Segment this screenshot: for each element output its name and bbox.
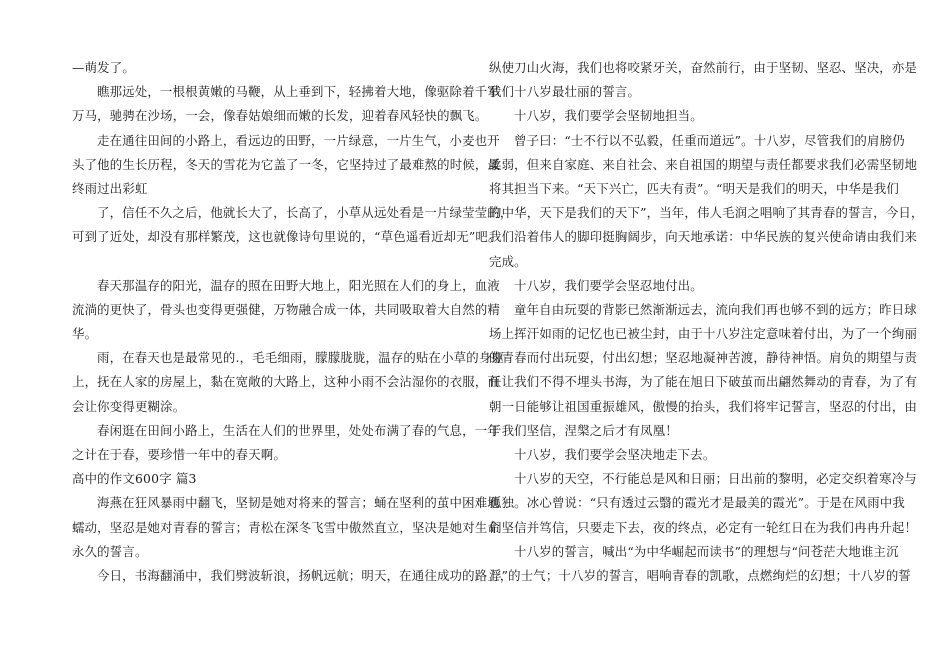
left-text-line: 今日，书海翻涌中，我们劈波斩浪，扬帆远航；明天，在通往成功的路上，: [97, 567, 513, 583]
left-text-line: [72, 250, 465, 274]
right-text-line: 十八岁的天空，不行能总是风和日丽；日出前的黎明，必定交织着寒冷与: [514, 471, 917, 487]
right-text-line: 十八岁的誓言，喊出“为中华崛起而读书”的理想与“问苍茫大地谁主沉: [514, 543, 899, 559]
right-text-line: 完成。: [489, 253, 527, 269]
right-text-line: 我们十八岁最壮丽的誓言。: [489, 84, 641, 100]
right-text-line: 十八岁，我们要学会坚决地走下去。: [514, 447, 716, 462]
left-text-line: 会让你变得更糊涂。: [72, 398, 186, 414]
right-text-line: 的青春而付出玩耍，付出幻想；坚忍地凝神苦渡，静待神悟。肩负的期望与责: [489, 350, 918, 366]
left-text-line: 高中的作文600字 篇3: [72, 471, 197, 487]
left-text-line: —萌发了。: [72, 60, 135, 75]
right-text-line: 十八岁，我们要学会坚忍地付出。: [514, 277, 703, 293]
right-text-line: 于我们坚信，涅槃之后才有凤凰！: [489, 422, 678, 438]
left-text-line: 上，抚在人家的房屋上，黏在宽敞的大路上，这种小雨不会沾湿你的衣服，而: [72, 374, 501, 390]
right-text-line: 场上挥汗如雨的记忆也已被尘封，由于十八岁注定意味着付出，为了一个绚丽: [489, 326, 918, 342]
right-text-line: 纵使刀山火海，我们也将咬紧牙关，奋然前行，由于坚韧、坚忍、坚决，亦是: [489, 60, 918, 75]
right-text-line: 我们沿着伟人的脚印挺胸阔步，向天地承诺：中华民族的复兴使命请由我们来: [489, 229, 918, 245]
right-text-line: 孤独。冰心曾说：“只有透过云翳的霞光才是最美的霞光”。于是在风雨中我: [489, 495, 905, 511]
left-text-line: 瞧那远处，一根根黄嫩的马鞭，从上垂到下，轻拂着大地，像驱除着千军: [97, 84, 500, 100]
right-text-line: 的中华，天下是我们的天下”，当年，伟人毛润之唱响了其青春的誓言，今日，: [489, 205, 924, 221]
right-text-line: 曾子曰：“士不行以不弘毅，任重而道远”。十八岁，尽管我们的肩膀仍: [514, 132, 905, 148]
left-text-line: 流淌的更快了，骨头也变得更强健，万物融合成一体，共同吸取着大自然的精: [72, 301, 501, 317]
right-column: [489, 56, 924, 588]
right-text-line: 将其担当下来。“天下兴亡，匹夫有责”。“明天是我们的明天，中华是我们: [489, 180, 899, 196]
right-text-line: 浮”的士气；十八岁的誓言，唱响青春的凯歌，点燃绚烂的幻想；十八岁的誓: [489, 567, 912, 583]
left-text-line: 春天那温存的阳光，温存的照在田野大地上，阳光照在人们的身上，血液: [97, 277, 500, 293]
left-text-line: 头了他的生长历程，冬天的雪花为它盖了一冬，它坚持过了最难熬的时候，最: [72, 156, 501, 172]
left-text-line: 海燕在狂风暴雨中翻飞，坚韧是她对将来的誓言；蛹在坚利的茧中困难地: [97, 495, 500, 511]
left-text-line: 可到了近处，却没有那样繁茂，这也就像诗句里说的，“草色遥看近却无”吧。: [72, 229, 501, 245]
right-text-line: 童年自由玩耍的背影已然渐渐远去，流向我们再也够不到的远方；昨日球: [514, 301, 917, 317]
right-text-line: 柔弱，但来自家庭、来自社会、来自祖国的期望与责任都要求我们必需坚韧地: [489, 156, 918, 172]
left-text-line: 了，信任不久之后，他就长大了，长高了，小草从远处看是一片绿莹莹的，: [97, 205, 513, 221]
left-text-line: 永久的誓言。: [72, 543, 148, 559]
right-text-line: 朝一日能够让祖国重振雄风，傲慢的抬头，我们将牢记誓言，坚忍的付出，由: [489, 398, 918, 414]
left-text-line: 雨，在春天也是最常见的.，毛毛细雨，朦朦胧胧，温存的贴在小草的身躯: [97, 350, 505, 366]
left-text-line: 之计在于春，要珍惜一年中的春天啊。: [72, 447, 287, 462]
right-text-line: 们坚信并笃信，只要走下去，夜的终点，必定有一轮红日在为我们冉冉升起！: [489, 519, 918, 535]
left-text-line: 华。: [72, 326, 98, 342]
left-text-line: 终雨过出彩虹: [72, 180, 148, 196]
right-text-line: 十八岁，我们要学会坚韧地担当。: [514, 108, 703, 124]
left-text-line: 走在通往田间的小路上，看远边的田野，一片绿意，一片生气，小麦也开: [97, 132, 500, 148]
left-text-line: 蠕动，坚忍是她对青春的誓言；青松在深冬飞雪中傲然直立，坚决是她对生命: [72, 519, 501, 535]
left-text-line: 万马，驰骋在沙场，一会，像春姑娘细而嫩的长发，迎着春风轻快的飘飞。: [72, 108, 488, 124]
right-text-line: 任让我们不得不埋头书海，为了能在旭日下破茧而出翩然舞动的青春，为了有: [489, 374, 918, 390]
left-text-line: 春闲逛在田间小路上，生活在人们的世界里，处处布满了春的气息，一年: [97, 422, 500, 438]
